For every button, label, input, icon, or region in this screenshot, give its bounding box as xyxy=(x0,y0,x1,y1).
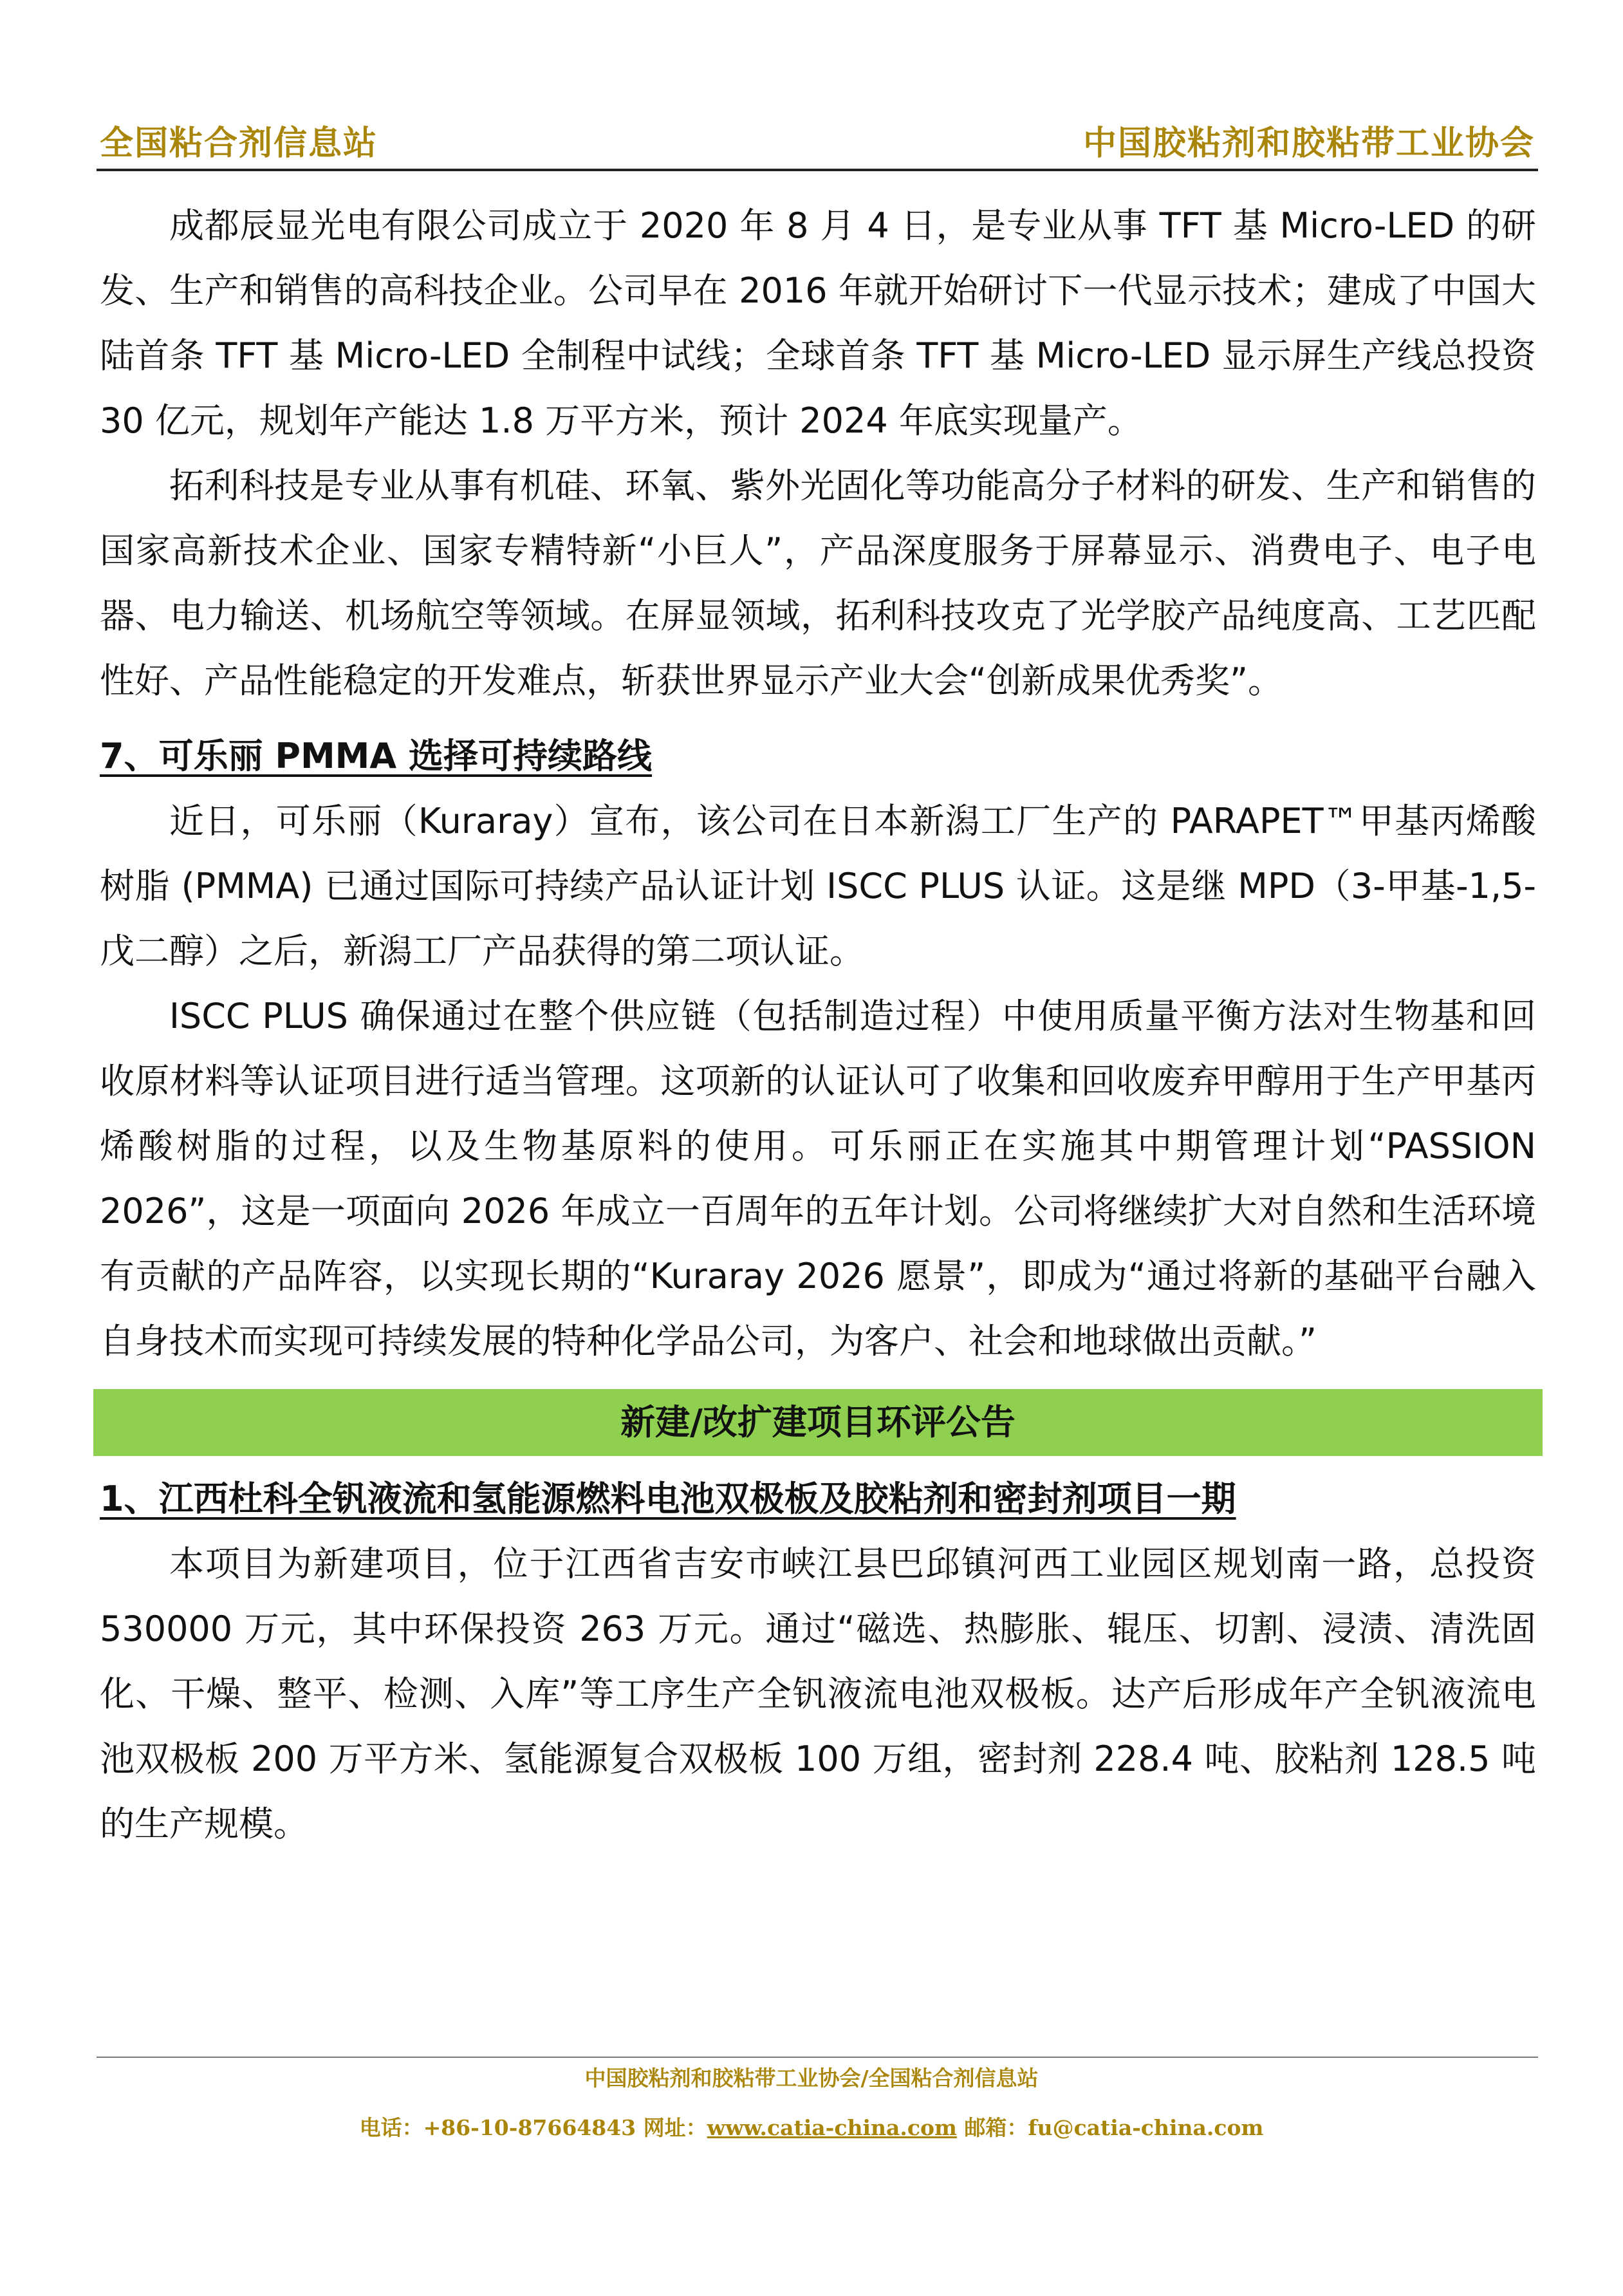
paragraph-kuraray-intro: 近日，可乐丽（Kuraray）宣布，该公司在日本新潟工厂生产的 PARAPET™甲基丙烯酸树脂 (PMMA) 已通过国际可持续产品认证计划 ISCC PLUS 认证。这是继 MPD（3-甲基-1,5-戊二醇）之后，新潟工厂产品获得的第二项认证。 xyxy=(100,801,1536,971)
page-header xyxy=(97,116,1538,167)
paragraph-chenxian: 成都辰显光电有限公司成立于 2020 年 8 月 4 日，是专业从事 TFT 基 Micro-LED 的研发、生产和销售的高科技企业。公司早在 2016 年就开始研讨下一代显示技术；建成了中国大陆首条 TFT 基 Micro-LED 全制程中试线；全球首条 TFT 基 Micro-LED 显示屏生产线总投资 30 亿元，规划年产能达 1.8 万平方米，预计 2024 年底实现量产。 xyxy=(100,205,1536,441)
footer-organization: 中国胶粘剂和胶粘带工业协会/全国粘合剂信息站 xyxy=(584,2066,1039,2091)
paragraph-jiangxi-project: 本项目为新建项目，位于江西省吉安市峡江县巴邱镇河西工业园区规划南一路，总投资 530000 万元，其中环保投资 263 万元。通过“磁选、热膨胀、辊压、切割、浸渍、清洗固化、干燥、整平、检测、入库”等工序生产全钒液流电池双极板。达产后形成年产全钒液流电池双极板 200 万平方米、氢能源复合双极板 100 万组，密封剂 228.4 吨、胶粘剂 128.5 吨的生产规模。 xyxy=(100,1544,1536,1844)
section-banner: 新建/改扩建项目环评公告 xyxy=(93,1389,1543,1456)
phone-number: +86-10-87664843 xyxy=(423,2115,636,2140)
paragraph-iscc-plus: ISCC PLUS 确保通过在整个供应链（包括制造过程）中使用质量平衡方法对生物基和回收原材料等认证项目进行适当管理。这项新的认证认可了收集和回收废弃甲醇用于生产甲基丙烯酸树脂的过程，以及生物基原料的使用。可乐丽正在实施其中期管理计划“PASSION 2026”，这是一项面向 2026 年成立一百周年的五年计划。公司将继续扩大对自然和生活环境有贡献的产品阵容，以实现长期的“Kuraray 2026 愿景”，即成为“通过将新的基础平台融入自身技术而实现可持续发展的特种化学品公司，为客户、社会和地球做出贡献。” xyxy=(100,996,1536,1361)
section-heading-jiangxi-project: 1、江西杜科全钒液流和氢能源燃料电池双极板及胶粘剂和密封剂项目一期 xyxy=(100,1479,1236,1519)
header-right-title: 中国胶粘剂和胶粘带工业协会 xyxy=(1082,124,1535,163)
header-left-title: 全国粘合剂信息站 xyxy=(100,124,378,163)
email-label: 邮箱： xyxy=(956,2115,1028,2140)
paragraph-tuoli: 拓利科技是专业从事有机硅、环氧、紫外光固化等功能高分子材料的研发、生产和销售的国家高新技术企业、国家专精特新“小巨人”，产品深度服务于屏幕显示、消费电子、电子电器、电力输送、机场航空等领域。在屏显领域，拓利科技攻克了光学胶产品纯度高、工艺匹配性好、产品性能稳定的开发难点，斩获世界显示产业大会“创新成果优秀奖”。 xyxy=(100,465,1536,701)
article-body xyxy=(100,193,1536,1856)
header-divider xyxy=(97,169,1538,171)
footer-divider xyxy=(97,2057,1538,2058)
section-heading-kuraray: 7、可乐丽 PMMA 选择可持续路线 xyxy=(100,736,653,776)
website-link[interactable]: www.catia-china.com xyxy=(707,2115,957,2140)
phone-label: 电话： xyxy=(359,2115,423,2140)
email-address[interactable]: fu@catia-china.com xyxy=(1028,2115,1264,2140)
footer-contact xyxy=(0,2111,1623,2142)
website-label: 网址： xyxy=(636,2115,707,2140)
